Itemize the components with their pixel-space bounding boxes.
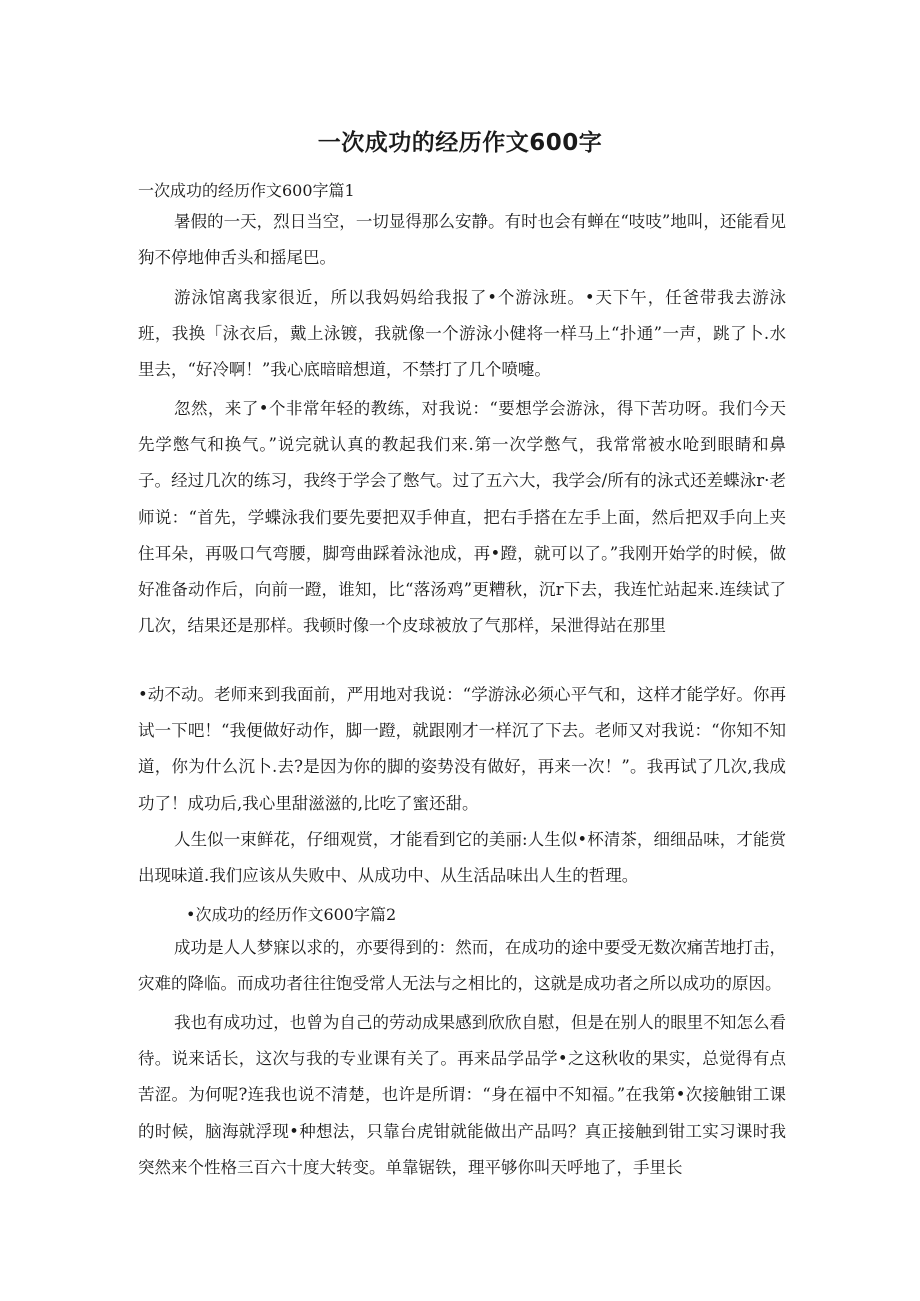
document-title: 一次成功的经历作文600字 bbox=[317, 130, 603, 156]
paragraph: 我也有成功过，也曾为自己的劳动成果感到欣欣自慰，但是在别人的眼里不知怎么看待。说来话长，这次与我的专业课有关了。再来品学品学•之这秋收的果实，总觉得有点苦涩。为何呢?连我也说不清楚，也许是所谓：“身在福中不知福。”在我第•次接触钳工课的时候，脑海就浮现•种想法，只靠台虎钳就能做出产品吗？真正接触到钳工实习课时我突然来个性格三百六十度大转变。单靠锯铁，理平够你叫天呼地了，手里长 bbox=[138, 1013, 786, 1177]
section-heading-1: 一次成功的经历作文600字篇1 bbox=[138, 181, 355, 200]
paragraph: 游泳馆离我家很近，所以我妈妈给我报了•个游泳班。•天下午，任爸带我去游泳班，我换「泳衣后，戴上泳镀，我就像一个游泳小健将一样马上“扑通”一声，跳了卜.水里去，“好冷啊！”我心底暗暗想道，不禁打了几个喷嚏。 bbox=[138, 288, 786, 380]
paragraph: 忽然，来了•个非常年轻的教练，对我说：“要想学会游泳，得下苦功呀。我们今天先学憋气和换气。”说完就认真的教起我们来.第一次学憋气，我常常被水呛到眼睛和鼻子。经过几次的练习，我终于学会了憋气。过了五六大，我学会/所有的泳式还差蝶泳r·老师说：“首先，学蝶泳我们要先要把双手伸直，把右手搭在左手上面，然后把双手向上夹住耳朵，再吸口气弯腰，脚弯曲踩着泳池成，再•蹬，就可以了。”我刚开始学的时候，做好准备动作后，向前一蹬，谁知，比“落汤鸡”更糟秋，沉r下去，我连忙站起来.连续试了几次，结果还是那样。我顿时像一个皮球被放了气那样，呆泄得站在那里 bbox=[138, 399, 786, 636]
section-heading-2: •次成功的经历作文600字篇2 bbox=[186, 905, 397, 924]
paragraph: •动不动。老师来到我面前，严用地对我说：“学游泳必须心平气和，这样才能学好。你再试一下吧！“我便做好动作，脚一蹬，就跟刚才一样沉了下去。老师又对我说：“你知不知道，你为什么沉卜.去?是因为你的脚的姿势没有做好，再来一次！”。我再试了几次,我成功了！成功后,我心里甜滋滋的,比吃了蜜还甜。 bbox=[138, 685, 786, 813]
paragraph: 人生似一束鲜花，仔细观赏，才能看到它的美丽:人生似•杯清茶，细细品味，才能赏出现味道.我们应该从失败中、从成功中、从生活品味出人生的哲理。 bbox=[138, 830, 786, 886]
paragraph: 成功是人人梦寐以求的，亦要得到的：然而，在成功的途中要受无数次痛苦地打击，灾难的降临。而成功者往往饱受常人无法与之相比的，这就是成功者之所以成功的原因。 bbox=[138, 938, 786, 994]
paragraph: 暑假的一天，烈日当空，一切显得那么安静。有时也会有蝉在“吱吱”地叫，还能看见狗不停地伸舌头和摇尾巴。 bbox=[138, 212, 786, 268]
